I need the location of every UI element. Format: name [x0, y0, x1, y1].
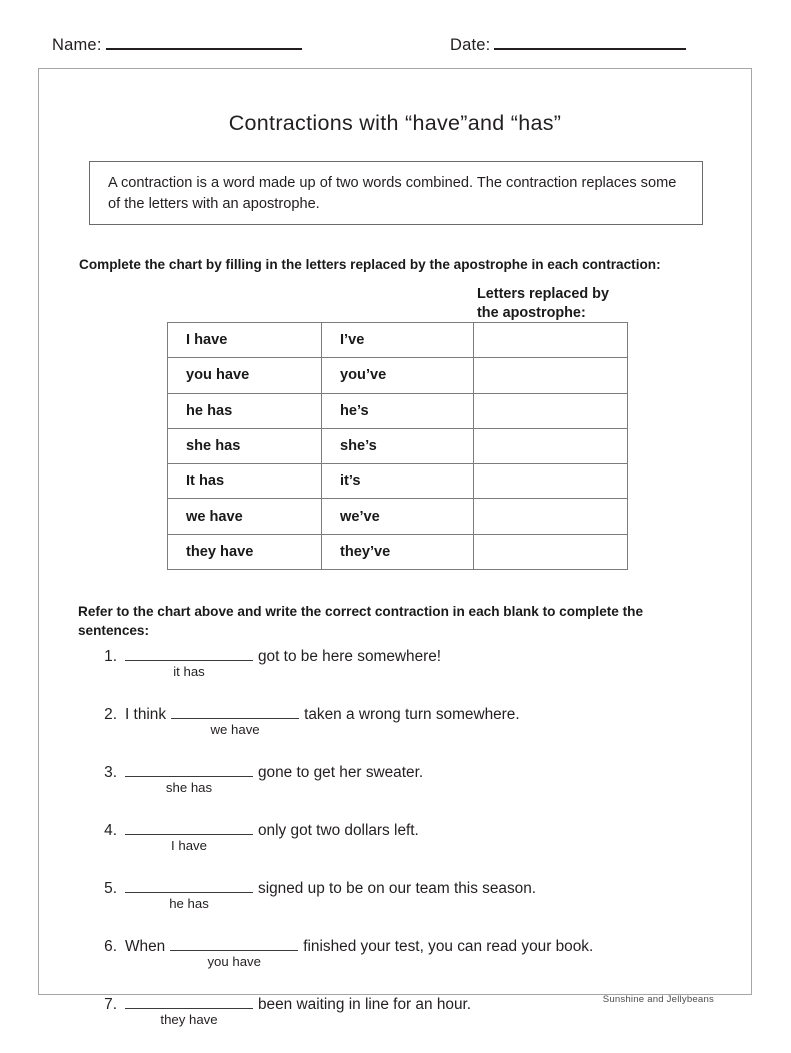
sentence-list [91, 647, 731, 1053]
contraction-cell: you’ve [322, 358, 474, 393]
blank-holder [125, 647, 253, 679]
table-row [168, 499, 628, 534]
name-field-group [52, 34, 302, 55]
list-item [91, 879, 731, 913]
hint-word: they have [160, 1012, 218, 1027]
trail-text: gone to get her sweater. [258, 764, 424, 781]
phrase-cell: she has [168, 428, 322, 463]
hint-word: I have [171, 838, 207, 853]
hint-word: it has [173, 664, 205, 679]
name-date-row [52, 34, 752, 64]
hint-word: we have [210, 722, 260, 737]
sentences-instruction-text: Refer to the chart above and write the correct contraction in each blank to complete the sentences: [78, 604, 644, 638]
trail-text: only got two dollars left. [258, 822, 419, 839]
trail-text: signed up to be on our team this season. [258, 880, 537, 897]
table-row [168, 393, 628, 428]
answer-cell[interactable] [474, 323, 628, 358]
table-row [168, 428, 628, 463]
phrase-cell: It has [168, 464, 322, 499]
contraction-cell: he’s [322, 393, 474, 428]
date-write-in-blank[interactable] [494, 34, 686, 50]
date-field-group [450, 34, 686, 55]
answer-cell[interactable] [474, 428, 628, 463]
answer-blank[interactable] [170, 937, 298, 951]
item-number: 7. [104, 996, 117, 1013]
table-row [168, 534, 628, 569]
table-row [168, 464, 628, 499]
item-number: 4. [104, 822, 117, 839]
list-item [91, 821, 731, 855]
answer-cell[interactable] [474, 499, 628, 534]
footer-credit: Sunshine and Jellybeans [602, 994, 714, 1005]
phrase-cell: I have [168, 323, 322, 358]
phrase-cell: he has [168, 393, 322, 428]
answer-cell[interactable] [474, 534, 628, 569]
contraction-cell: I’ve [322, 323, 474, 358]
list-item [91, 705, 731, 739]
blank-holder [125, 879, 253, 911]
phrase-cell: you have [168, 358, 322, 393]
item-number: 2. [104, 706, 117, 723]
contraction-cell: it’s [322, 464, 474, 499]
hint-word: she has [165, 780, 213, 795]
lead-text: I think [125, 706, 167, 723]
answer-cell[interactable] [474, 393, 628, 428]
answer-blank[interactable] [125, 647, 253, 661]
blank-holder [125, 821, 253, 853]
contraction-cell: they’ve [322, 534, 474, 569]
answer-cell[interactable] [474, 464, 628, 499]
trail-text: got to be here somewhere! [258, 648, 442, 665]
name-write-in-blank[interactable] [106, 34, 302, 50]
answer-blank[interactable] [171, 705, 299, 719]
definition-callout-box [89, 161, 703, 225]
trail-text: finished your test, you can read your book. [303, 938, 594, 955]
name-label: Name: [52, 36, 102, 54]
answer-blank[interactable] [125, 763, 253, 777]
answer-cell[interactable] [474, 358, 628, 393]
chart-instruction-text: Complete the chart by filling in the letters replaced by the apostrophe in each contraction: [79, 257, 661, 272]
item-number: 1. [104, 648, 117, 665]
list-item [91, 763, 731, 797]
hint-word: he has [169, 896, 209, 911]
answer-blank[interactable] [125, 821, 253, 835]
trail-text: been waiting in line for an hour. [258, 996, 472, 1013]
blank-holder [170, 937, 298, 969]
date-label: Date: [450, 36, 491, 54]
blank-holder [125, 763, 253, 795]
table-row [168, 323, 628, 358]
phrase-cell: we have [168, 499, 322, 534]
item-number: 5. [104, 880, 117, 897]
item-number: 3. [104, 764, 117, 781]
table-row [168, 358, 628, 393]
trail-text: taken a wrong turn somewhere. [304, 706, 520, 723]
phrase-cell: they have [168, 534, 322, 569]
contraction-chart-body [168, 323, 628, 570]
item-number: 6. [104, 938, 117, 955]
page-title: Contractions with “have”and “has” [228, 111, 562, 135]
lead-text: When [125, 938, 166, 955]
contraction-chart [167, 322, 628, 570]
answer-blank[interactable] [125, 879, 253, 893]
hint-word: you have [207, 954, 261, 969]
contraction-cell: we’ve [322, 499, 474, 534]
blank-holder [171, 705, 299, 737]
contraction-cell: she’s [322, 428, 474, 463]
letters-replaced-column-header: Letters replaced by the apostrophe: [477, 286, 609, 321]
definition-text: A contraction is a word made up of two words combined. The contraction replaces some of the letters with an apostrophe. [108, 175, 677, 212]
list-item [91, 647, 731, 681]
list-item [91, 937, 731, 971]
